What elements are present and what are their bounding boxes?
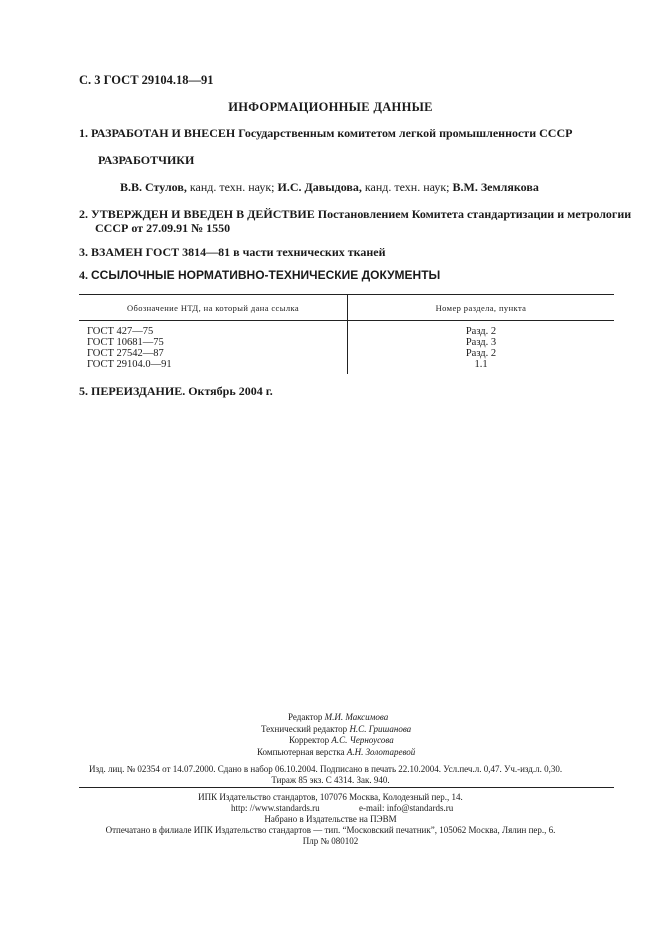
credit-line (261, 724, 411, 736)
section-text: Государственным комитетом легкой промышленности СССР (238, 126, 573, 140)
column-header: Обозначение НТД, на который дана ссылка (79, 295, 348, 321)
developer-title: канд. техн. наук; (189, 180, 275, 194)
table-row (79, 337, 614, 348)
section-lead: ССЫЛОЧНЫЕ НОРМАТИВНО-ТЕХНИЧЕСКИЕ ДОКУМЕНТЫ (91, 268, 441, 282)
table-cell-section: Разд. 3 (465, 337, 497, 348)
column-header: Номер раздела, пункта (348, 295, 615, 321)
reference-documents-table (79, 294, 614, 374)
page-title: ИНФОРМАЦИОННЫЕ ДАННЫЕ (228, 100, 433, 114)
table-cell-section: Разд. 2 (465, 348, 497, 359)
section-2-continuation: СССР от 27.09.91 № 1550 (95, 221, 231, 235)
credit-line (288, 712, 388, 724)
section-number: 5. (79, 384, 88, 398)
section-4 (79, 268, 440, 283)
credit-role: Корректор (289, 735, 330, 745)
developer-name: В.В. Стулов, (120, 180, 187, 194)
section-lead: ВЗАМЕН ГОСТ 3814—81 в части технических тканей (91, 245, 386, 259)
credit-name: А.С. Черноусова (331, 735, 394, 745)
section-number: 3. (79, 245, 88, 259)
publisher-email: e-mail: info@standards.ru (359, 803, 454, 813)
publisher-line: Набрано в Издательстве на ПЭВМ (264, 814, 397, 824)
table-header-row (79, 295, 614, 321)
credit-line (257, 747, 415, 759)
credit-name: Н.С. Гришанова (349, 723, 412, 734)
table-cell-document: ГОСТ 427—75 (79, 321, 348, 338)
section-number: 2. (79, 207, 88, 221)
table-row (79, 359, 614, 374)
section-5 (79, 384, 273, 399)
table-cell-document: ГОСТ 10681—75 (79, 337, 348, 348)
publisher-web: http: //www.standards.ru (231, 803, 320, 813)
developers-heading: РАЗРАБОТЧИКИ (98, 153, 195, 167)
table-cell-section: 1.1 (474, 359, 488, 370)
section-lead: РАЗРАБОТАН И ВНЕСЕН (91, 126, 236, 140)
publisher-line: ИПК Издательство стандартов, 107076 Москва, Колодезный пер., 14. (198, 792, 463, 802)
page-header: С. 3 ГОСТ 29104.18—91 (79, 73, 214, 87)
divider (79, 787, 614, 788)
table-row (79, 348, 614, 359)
publisher-line: Отпечатано в филиале ИПК Издательство стандартов — тип. “Московский печатник”, 105062 Москва, Лялин пер., 6. (105, 825, 556, 835)
credits-lines (288, 712, 388, 724)
developer-name: И.С. Давыдова, (277, 180, 362, 194)
developer-title: канд. техн. наук; (364, 180, 450, 194)
section-3 (79, 245, 386, 260)
credit-name: М.И. Максимова (324, 712, 389, 722)
section-number: 4. (79, 268, 88, 282)
developers-list (120, 180, 539, 195)
credits-lines (261, 724, 411, 736)
section-2 (79, 207, 631, 222)
section-1 (79, 126, 572, 141)
section-lead: УТВЕРЖДЕН И ВВЕДЕН В ДЕЙСТВИЕ (91, 207, 315, 221)
section-number: 1. (79, 126, 88, 140)
developer-name: В.М. Землякова (452, 180, 539, 194)
credit-role: Технический редактор (261, 723, 348, 734)
table-cell-document: ГОСТ 29104.0—91 (79, 359, 348, 374)
imprint-line: Изд. лиц. № 02354 от 14.07.2000. Сдано в набор 06.10.2004. Подписано в печать 22.10.2004. Усл.печ.л. 0,47. Уч.-изд.л. 0,30. (89, 764, 563, 774)
table-cell-section: Разд. 2 (465, 326, 497, 337)
credits-lines (257, 747, 415, 759)
credit-role: Компьютерная верстка (257, 746, 345, 757)
imprint-line: Тираж 85 экз. С 4314. Зак. 940. (271, 775, 390, 785)
credit-name: А.Н. Золотаревой (346, 746, 416, 757)
table-cell-document: ГОСТ 27542—87 (79, 348, 348, 359)
credit-role: Редактор (288, 712, 323, 722)
table-row (79, 321, 614, 338)
publisher-line: Плр № 080102 (302, 836, 359, 846)
credit-line (289, 735, 394, 747)
credits-lines (289, 735, 394, 747)
section-lead: ПЕРЕИЗДАНИЕ. Октябрь 2004 г. (91, 384, 273, 398)
section-text: Постановлением Комитета стандартизации и метрологии (317, 207, 632, 221)
